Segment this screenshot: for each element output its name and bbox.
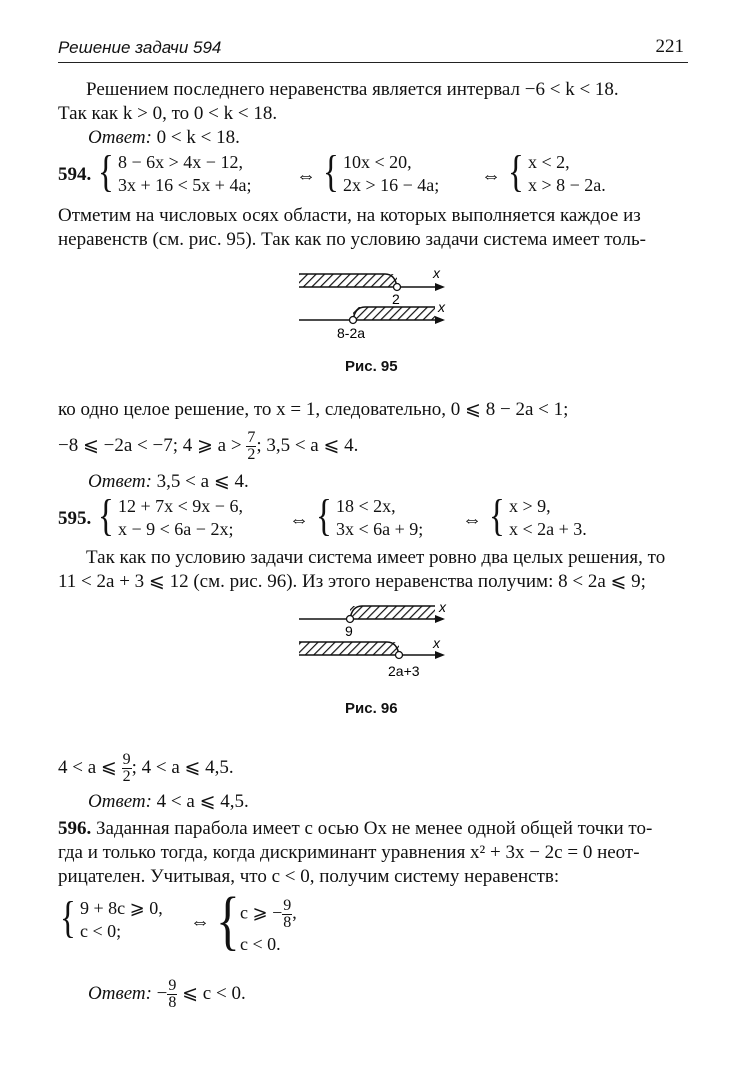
- system-line: c < 0.: [240, 934, 281, 954]
- math-text: 4 < a ⩽: [58, 756, 117, 778]
- answer-line: [88, 790, 249, 814]
- axis-label-x: x: [438, 299, 445, 315]
- fraction: [246, 430, 256, 463]
- system-line: x > 8 − 2a.: [528, 175, 606, 195]
- system-brace: {: [323, 147, 339, 196]
- answer-value: 0 < k < 18.: [156, 127, 240, 148]
- math-text: ⩽ c < 0.: [177, 982, 246, 1004]
- fraction: [122, 752, 132, 785]
- math-text: −8 ⩽ −2a < −7; 4 ⩾ a >: [58, 434, 242, 456]
- axis-arrowhead: [435, 283, 445, 291]
- hatched-region: [299, 274, 397, 287]
- page-number: 221: [655, 36, 684, 57]
- system-line: 8 − 6x > 4x − 12,: [118, 152, 243, 172]
- axis-label-x: x: [433, 635, 440, 651]
- system-brace: {: [98, 491, 114, 540]
- math-text: ,: [292, 902, 297, 923]
- equivalence-arrow: ⇔: [481, 165, 501, 187]
- figure-caption: Рис. 95: [345, 358, 398, 375]
- open-point: [394, 284, 401, 291]
- point-label: 8-2a: [337, 325, 366, 341]
- axis-arrowhead: [435, 651, 445, 659]
- system-line: 9 + 8c ⩾ 0,: [80, 898, 163, 918]
- running-header-title: Решение задачи 594: [58, 38, 222, 57]
- point-label: 2a+3: [388, 663, 420, 679]
- system-line: c < 0;: [80, 921, 122, 941]
- system-line: 3x < 6a + 9;: [336, 519, 424, 539]
- problem-number: 595.: [58, 508, 92, 529]
- system-line: 12 + 7x < 9x − 6,: [118, 496, 243, 516]
- system-line: x < 2a + 3.: [509, 519, 587, 539]
- system-line: 2x > 16 − 4a;: [343, 175, 440, 195]
- equivalence-arrow: ⇔: [190, 911, 210, 933]
- hatched-region: [299, 642, 399, 655]
- system-line: x < 2,: [528, 152, 570, 172]
- header-rule: [58, 62, 688, 63]
- text-line: Решением последнего неравенства является интервал −6 < k < 18.: [86, 79, 619, 100]
- system-brace: {: [316, 491, 332, 540]
- text-line: рицателен. Учитывая, что c < 0, получим систему неравенств:: [58, 866, 560, 887]
- denominator: 8: [168, 994, 177, 1011]
- fraction: [167, 978, 177, 1011]
- math-text: −: [156, 982, 168, 1004]
- text-line: неравенств (см. рис. 95). Так как по условию задачи система имеет толь-: [58, 229, 646, 250]
- answer-label: Ответ:: [88, 127, 152, 148]
- answer-label: Ответ:: [88, 471, 152, 492]
- hatched-region: [353, 307, 435, 320]
- system-line: 18 < 2x,: [336, 496, 396, 516]
- answer-value: 3,5 < a ⩽ 4.: [156, 471, 249, 492]
- system-line: 3x + 16 < 5x + 4a;: [118, 175, 252, 195]
- math-text: c ⩾ −: [240, 902, 283, 923]
- text-line: Так как k > 0, то 0 < k < 18.: [58, 103, 278, 124]
- point-label: 2: [392, 291, 400, 307]
- denominator: 8: [283, 914, 292, 931]
- system-line: x − 9 < 6a − 2x;: [118, 519, 234, 539]
- open-point: [350, 317, 357, 324]
- denominator: 2: [122, 768, 131, 785]
- text-line: [58, 752, 234, 785]
- math-text: ; 3,5 < a ⩽ 4.: [256, 434, 359, 456]
- axis-label-x: x: [433, 265, 440, 281]
- system-line: 10x < 20,: [343, 152, 412, 172]
- numerator: 7: [247, 429, 256, 446]
- text-line: [58, 430, 358, 463]
- answer-label: Ответ:: [88, 982, 152, 1004]
- numerator: 9: [168, 977, 177, 994]
- problem-number: 594.: [58, 164, 92, 185]
- figure-caption: Рис. 96: [345, 700, 398, 717]
- hatched-region: [350, 606, 435, 619]
- answer-label: Ответ:: [88, 791, 152, 812]
- denominator: 2: [247, 446, 256, 463]
- system-brace: {: [216, 884, 240, 957]
- problem-number: 596.: [58, 818, 92, 839]
- text-line: Так как по условию задачи система имеет ровно два целых решения, то: [86, 547, 666, 568]
- figure-96: [285, 598, 465, 688]
- answer-line: [88, 978, 246, 1011]
- figure-95: [285, 262, 465, 352]
- system-brace: {: [60, 893, 76, 942]
- axis-label-x: x: [439, 599, 446, 615]
- math-text: Заданная парабола имеет с осью Ox не менее одной общей точки то-: [91, 818, 653, 839]
- math-text: ; 4 < a ⩽ 4,5.: [131, 756, 234, 778]
- text-line: 11 < 2a + 3 ⩽ 12 (см. рис. 96). Из этого неравенства получим: 8 < 2a ⩽ 9;: [58, 571, 646, 592]
- numerator: 9: [283, 897, 292, 914]
- text-line: [58, 817, 652, 841]
- system-brace: {: [508, 147, 524, 196]
- system-brace: {: [98, 147, 114, 196]
- system-line: [240, 898, 297, 931]
- point-label: 9: [345, 623, 353, 639]
- system-brace: {: [489, 491, 505, 540]
- answer-value: 4 < a ⩽ 4,5.: [156, 791, 249, 812]
- system-line: x > 9,: [509, 496, 551, 516]
- axis-arrowhead: [435, 615, 445, 623]
- axis-arrowhead: [435, 316, 445, 324]
- equivalence-arrow: ⇔: [296, 165, 316, 187]
- open-point: [347, 616, 354, 623]
- numerator: 9: [122, 751, 131, 768]
- text-line: Отметим на числовых осях области, на которых выполняется каждое из: [58, 205, 641, 226]
- text-line: ко одно целое решение, то x = 1, следовательно, 0 ⩽ 8 − 2a < 1;: [58, 399, 569, 420]
- fraction: [282, 898, 292, 931]
- equivalence-arrow: ⇔: [289, 509, 309, 531]
- open-point: [396, 652, 403, 659]
- equivalence-arrow: ⇔: [462, 509, 482, 531]
- text-line: гда и только тогда, когда дискриминант уравнения x² + 3x − 2c = 0 неот-: [58, 842, 640, 863]
